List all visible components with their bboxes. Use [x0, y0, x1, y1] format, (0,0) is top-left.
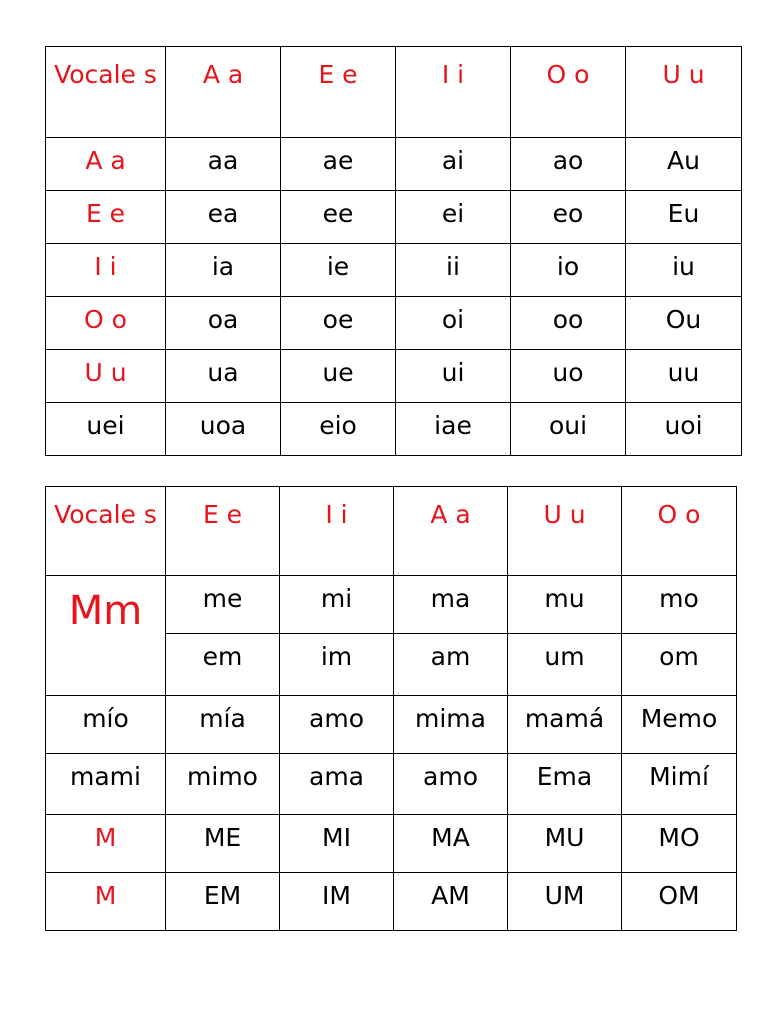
table2-cell: mío — [46, 696, 166, 754]
table1-cell: uo — [511, 350, 626, 403]
table2-row-label: M — [46, 815, 166, 873]
table1-cell: eo — [511, 191, 626, 244]
table2-row — [46, 696, 737, 754]
table2-header-cell: A a — [394, 487, 508, 576]
table2-cell: ama — [280, 754, 394, 815]
table2-header-row — [46, 487, 737, 576]
table2-cell: AM — [394, 873, 508, 931]
table2-m-label: Mm — [46, 576, 166, 696]
table1-cell: ia — [166, 244, 281, 297]
letter-m-syllables-table — [45, 486, 737, 931]
table2-cell: amo — [280, 696, 394, 754]
table2-cell: mi — [280, 576, 394, 634]
table1-cell: ei — [396, 191, 511, 244]
table2-header-cell: I i — [280, 487, 394, 576]
table1-header-cell: E e — [281, 47, 396, 138]
table2-cell: om — [622, 634, 737, 696]
table1-cell: oe — [281, 297, 396, 350]
table1-cell: ii — [396, 244, 511, 297]
table2-cell: Mimí — [622, 754, 737, 815]
table1-header-cell: U u — [626, 47, 742, 138]
table2-cell: mía — [166, 696, 280, 754]
table2-m-row — [46, 576, 737, 634]
table2-cell: ME — [166, 815, 280, 873]
table1-cell: ue — [281, 350, 396, 403]
table1-row-label: E e — [46, 191, 166, 244]
table2-cell: MA — [394, 815, 508, 873]
table2-cell: MO — [622, 815, 737, 873]
vowel-combinations-table — [45, 46, 742, 456]
table1-row-label: uei — [46, 403, 166, 456]
table1-cell: eio — [281, 403, 396, 456]
table2-cell: me — [166, 576, 280, 634]
table1-header-cell: I i — [396, 47, 511, 138]
table2-cell: mu — [508, 576, 622, 634]
table2-row — [46, 754, 737, 815]
table2-cell: mami — [46, 754, 166, 815]
table2-cell: OM — [622, 873, 737, 931]
table1-cell: ea — [166, 191, 281, 244]
table1-row — [46, 350, 742, 403]
table1-row — [46, 403, 742, 456]
table1-cell: ae — [281, 138, 396, 191]
table1-cell: ua — [166, 350, 281, 403]
table2-cell: am — [394, 634, 508, 696]
table2-cell: em — [166, 634, 280, 696]
table1-cell: oo — [511, 297, 626, 350]
table1-cell: Eu — [626, 191, 742, 244]
table1-cell: oa — [166, 297, 281, 350]
table2-cell: Ema — [508, 754, 622, 815]
table2-cell: im — [280, 634, 394, 696]
table2-row — [46, 873, 737, 931]
table1-row-label: O o — [46, 297, 166, 350]
table1-cell: uu — [626, 350, 742, 403]
table1-cell: iae — [396, 403, 511, 456]
table1-header-row — [46, 47, 742, 138]
table1-header-cell: A a — [166, 47, 281, 138]
table2-cell: mimo — [166, 754, 280, 815]
table1-row-label: I i — [46, 244, 166, 297]
table1-cell: ui — [396, 350, 511, 403]
table2-cell: IM — [280, 873, 394, 931]
table1-row — [46, 244, 742, 297]
table1-cell: uoi — [626, 403, 742, 456]
table2-cell: um — [508, 634, 622, 696]
table1-cell: ai — [396, 138, 511, 191]
table2-cell: MI — [280, 815, 394, 873]
table2-row — [46, 815, 737, 873]
table1-cell: ie — [281, 244, 396, 297]
table1-row-label: U u — [46, 350, 166, 403]
table1-cell: aa — [166, 138, 281, 191]
table2-header-cell: Vocale s — [46, 487, 166, 576]
table1-cell: uoa — [166, 403, 281, 456]
table1-row — [46, 191, 742, 244]
table2-cell: UM — [508, 873, 622, 931]
table1-cell: Ou — [626, 297, 742, 350]
table1-cell: oui — [511, 403, 626, 456]
table1-cell: iu — [626, 244, 742, 297]
table2-cell: MU — [508, 815, 622, 873]
table1-cell: ao — [511, 138, 626, 191]
table1-cell: io — [511, 244, 626, 297]
table2-cell: mamá — [508, 696, 622, 754]
table1-row-label: A a — [46, 138, 166, 191]
table1-row — [46, 138, 742, 191]
table2-header-cell: O o — [622, 487, 737, 576]
table2-cell: mima — [394, 696, 508, 754]
table2-cell: mo — [622, 576, 737, 634]
table2-header-cell: U u — [508, 487, 622, 576]
table2-cell: ma — [394, 576, 508, 634]
table2-cell: amo — [394, 754, 508, 815]
table2-row-label: M — [46, 873, 166, 931]
table2-header-cell: E e — [166, 487, 280, 576]
table1-cell: Au — [626, 138, 742, 191]
table1-cell: oi — [396, 297, 511, 350]
table1-cell: ee — [281, 191, 396, 244]
table2-cell: Memo — [622, 696, 737, 754]
table2-cell: EM — [166, 873, 280, 931]
table1-header-cell: O o — [511, 47, 626, 138]
table1-row — [46, 297, 742, 350]
table1-header-cell: Vocale s — [46, 47, 166, 138]
